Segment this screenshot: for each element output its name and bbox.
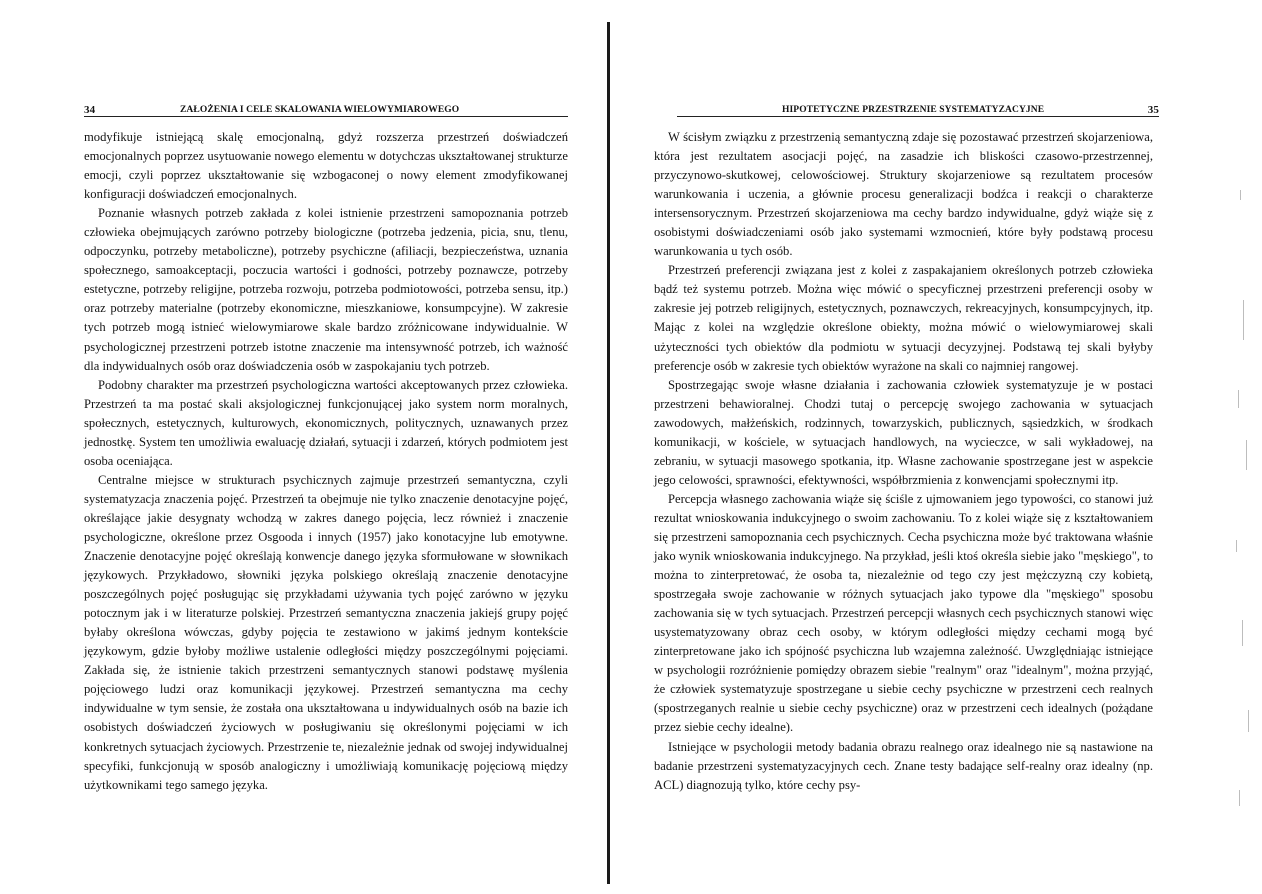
running-head: ZAŁOŻENIA I CELE SKALOWANIA WIELOWYMIAROWEGO (180, 105, 460, 115)
paragraph: Poznanie własnych potrzeb zakłada z kolei istnienie przestrzeni samopoznania potrzeb człowieka obejmujących zarówno potrzeby biologiczne (potrzeba jedzenia, picia, snu, tlenu, odpoczynku, potrzeby metaboliczne), potrzeby psychiczne (afiliacji, bezpieczeństwa, uznania społecznego, samoakceptacji, poczucia wartości i godności, potrzeby poznawcze, potrzeby estetyczne, potrzeby religijne, potrzeba rozwoju, potrzeba podmiotowości, potrzeba sensu, itp.) oraz potrzeby materialne (potrzeby ekonomiczne, mieszkaniowe, konsumpcyjne). W zakresie tych potrzeb mogą istnieć wielowymiarowe skale bardzo zróżnicowane indywidualnie. W psychologicznej przestrzeni potrzeb istotne znaczenie ma intensywność potrzeb, ich ważność dla indywidualnych osób oraz doświadczenia osób w zaspokajaniu tych potrzeb. (84, 206, 568, 373)
left-page-body (84, 128, 568, 795)
paragraph: Centralne miejsce w strukturach psychicznych zajmuje przestrzeń semantyczna, czyli systematyzacja znaczenia pojęć. Przestrzeń ta obejmuje nie tylko znaczenie denotacyjne pojęć, określające jakie desygnaty wchodzą w zakres danego pojęcia, lecz również i znaczenie psychologiczne, określone przez Osgooda i innych (1957) jako konotacyjne lub emotywne. Znaczenie denotacyjne pojęć określają konwencje danego języka sformułowane w słownikach językowych. Przykładowo, słowniki języka polskiego określają znaczenie denotacyjne poszczególnych pojęć posługując się przykładami używania tych pojęć zarówno w języku potocznym jak i w literaturze polskiej. Przestrzeń semantyczna znaczenia jakiejś grupy pojęć byłaby określona wówczas, gdyby pojęcia te zestawiono w jakimś jednym kontekście językowym, gdzie byłoby możliwe ustalenie odległości między poszczególnymi pojęciami. Zakłada się, że istnienie takich przestrzeni semantycznych stanowi podstawę myślenia pojęciowego ludzi oraz komunikacji językowej. Przestrzeń semantyczna ma cechy indywidualne w tym sensie, że została ona ukształtowana u indywidualnych osób na bazie ich osobistych doświadczeń życiowych w posługiwaniu się określonymi pojęciami w ich konkretnych sytuacjach życiowych. Przestrzenie te, niezależnie jednak od swojej indywidualnej specyfiki, funkcjonują w sposób analogiczny i umożliwiają komunikację pojęciową między użytkownikami tego samego języka. (84, 472, 568, 792)
paragraph: Istniejące w psychologii metody badania obrazu realnego oraz idealnego nie są nastawione na badanie przestrzeni systematyzacyjnych cech. Znane testy badające self-realny oraz idealny (np. ACL) diagnozują tylko, które cechy psy- (654, 739, 1153, 792)
left-page-header (84, 99, 568, 117)
right-page-body (654, 128, 1153, 795)
paragraph: W ścisłym związku z przestrzenią semantyczną zdaje się pozostawać przestrzeń skojarzeniowa, która jest rezultatem asocjacji pojęć, na zasadzie ich bliskości czasowo-przestrzennej, przyczynowo-skutkowej, celowościowej. Struktury skojarzeniowe są rezultatem procesów warunkowania i uczenia, a głównie procesu generalizacji bodźca i reakcji o charakterze intersensorycznym. Przestrzeń skojarzeniowa ma cechy bardzo indywidualne, gdyż wiąże się z osobistymi doświadczeniami osób jako systemami wzmocnień, które były podstawą procesu warunkowania u tych osób. (654, 130, 1153, 259)
paragraph: Percepcja własnego zachowania wiąże się ściśle z ujmowaniem jego typowości, co stanowi już rezultat wnioskowania indukcyjnego o swoim zachowaniu. To z kolei wiąże się z kształtowaniem się przestrzeni samopoznania cech psychicznych. Cecha psychiczna może być traktowana właśnie jako wynik wnioskowania indukcyjnego. Na przykład, jeśli ktoś określa siebie jako "męskiego", to można to zinterpretować, że osoba ta, niezależnie od tego czy jest mężczyzną czy kobietą, spostrzegała swoje zachowanie w różnych sytuacjach jako typowe dla "męskiego" sposobu zachowania się w tych sytuacjach. Przestrzeń percepcji własnych cech psychicznych stanowi więc usystematyzowany obraz cech osoby, w którym odległości między cechami mogą być zinterpretowane jako ich spójność psychiczna lub wzajemna zależność. Uwzględniając istniejące w psychologii rozróżnienie pomiędzy obrazem siebie "realnym" oraz "idealnym", można przyjąć, że człowiek systematyzuje spostrzegane u siebie cechy psychiczne w przestrzeni cech realnych (spostrzeganych realnie u siebie cechy psychiczne) oraz w przestrzeni cech idealnych (pożądane przez siebie cechy idealne). (654, 491, 1153, 735)
page-number: 34 (84, 104, 96, 116)
left-page (0, 0, 608, 894)
right-page-header (677, 99, 1159, 117)
paragraph: Przestrzeń preferencji związana jest z kolei z zaspakajaniem określonych potrzeb człowieka bądź też systemu potrzeb. Można więc mówić o specyficznej przestrzeni preferencji osoby w zakresie jej potrzeb religijnych, estetycznych, poznawczych, rekreacyjnych, konsumpcyjnych, itp. Mając z kolei na względzie określone obiekty, można mówić o wielowymiarowej skali użyteczności tych obiektów dla podmiotu w sytuacji decyzyjnej. Podstawą tej skali byłyby preferencje osób w zakresie tych obiektów wyrażone na skali co najmniej rangowej. (654, 263, 1153, 373)
paragraph: Podobny charakter ma przestrzeń psychologiczna wartości akceptowanych przez człowieka. Przestrzeń ta ma postać skali aksjologicznej funkcjonującej jako system norm moralnych, społecznych, estetycznych, kulturowych, ekonomicznych, politycznych, uznawanych przez jednostkę. System ten umożliwia ewaluację działań, sytuacji i zdarzeń, których podmiotem jest osoba oceniająca. (84, 377, 568, 468)
page-number: 35 (1147, 104, 1159, 116)
right-page (611, 0, 1262, 894)
running-head: HIPOTETYCZNE PRZESTRZENIE SYSTEMATYZACYJNE (782, 105, 1045, 115)
paragraph: Spostrzegając swoje własne działania i zachowania człowiek systematyzuje je w postaci przestrzeni behawioralnej. Chodzi tutaj o percepcję swojego zachowania w sytuacjach zawodowych, małżeńskich, rodzinnych, towarzyskich, publicznych, sąsiedzkich, w środkach komunikacji, w kościele, w sytuacjach handlowych, na wycieczce, w sali wykładowej, na zebraniu, w sytuacji masowego spotkania, itp. Własne zachowanie spostrzegane jest w aspekcie jego celowości, sprawności, efektywności, współbrzmienia z konwencjami społecznymi itp. (654, 377, 1153, 487)
book-spine (607, 22, 610, 884)
scan-bleed-through (1218, 150, 1258, 850)
paragraph: modyfikuje istniejącą skalę emocjonalną, gdyż rozszerza przestrzeń doświadczeń emocjonalnych poprzez usytuowanie nowego elementu w dotychczas ukształtowanej strukturze emocji, czyli poprzez ukształtowanie się wzbogaconej o nowy element zmodyfikowanej konfiguracji doświadczeń emocjonalnych. (84, 130, 568, 202)
